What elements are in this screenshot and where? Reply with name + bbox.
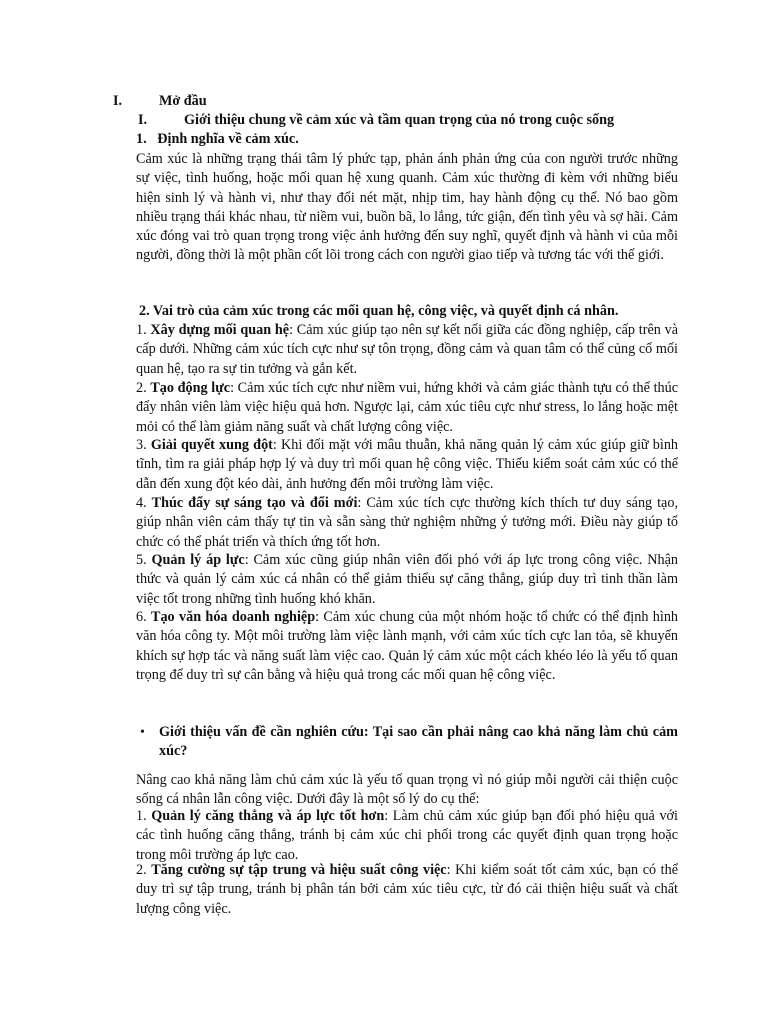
- role-item-text: : Khi đối mặt với mâu thuẫn, khả năng quản lý cảm xúc giúp giữ bình tĩnh, tìm ra giải pháp hợp lý và duy trì mối quan hệ công việc. Thiếu kiểm soát cảm xúc có thể dẫn đến xung đột kéo dài, ảnh hưởng đến môi trường làm việc.: [136, 437, 679, 492]
- research-question: Giới thiệu vấn đề cần nghiên cứu: Tại sao cần phải nâng cao khả năng làm chủ cảm xúc?: [159, 724, 678, 760]
- role-item-3: [136, 436, 678, 494]
- role-item-title: Xây dựng mối quan hệ: [150, 322, 290, 338]
- role-item-text: : Cảm xúc giúp tạo nên sự kết nối giữa các đồng nghiệp, cấp trên và cấp dưới. Những cảm xúc tích cực như sự tôn trọng, đồng cảm và quan tâm có thể củng cố mối quan hệ, tạo ra sự tin tưởng và gắn kết.: [136, 322, 678, 377]
- main-heading-number: I.: [113, 93, 123, 109]
- reason-item-number: 2.: [136, 862, 152, 878]
- role-item-title: Tạo động lực: [150, 380, 231, 396]
- role-item-title: Giải quyết xung đột: [150, 437, 273, 453]
- role-item-2: [136, 379, 678, 437]
- reason-item-number: 1.: [136, 808, 152, 824]
- intro-paragraph: Nâng cao khả năng làm chủ cảm xúc là yếu tố quan trọng vì nó giúp mỗi người cải thiện cuộc sống cá nhân lẫn công việc. Dưới đây là một số lý do cụ thể:: [136, 772, 678, 808]
- role-heading: 2. Vai trò của cảm xúc trong các mối quan hệ, công việc, và quyết định cá nhân.: [139, 303, 619, 319]
- sub-heading-title: Giới thiệu chung về cảm xúc và tầm quan trọng của nó trong cuộc sống: [184, 112, 615, 128]
- role-item-number: 5.: [136, 552, 152, 568]
- role-item-title: Quản lý áp lực: [151, 552, 245, 568]
- reason-item-title: Quản lý căng thẳng và áp lực tốt hơn: [151, 808, 385, 824]
- main-heading-title: Mở đầu: [159, 93, 207, 109]
- role-item-text: : Cảm xúc cũng giúp nhân viên đối phó với áp lực trong công việc. Nhận thức và quản lý cảm xúc cá nhân có thể giảm thiểu sự căng thẳng, giúp duy trì tinh thần làm việc tốt trong những tình huống khó khăn.: [136, 552, 678, 607]
- reason-item-title: Tăng cường sự tập trung và hiệu suất công việc: [151, 862, 447, 878]
- definition-paragraph: Cảm xúc là những trạng thái tâm lý phức tạp, phản ánh phản ứng của con người trước những sự việc, tình huống, hoặc mối quan hệ xung quanh. Cảm xúc thường đi kèm với những biểu hiện sinh lý và hành vi, như thay đổi nét mặt, nhịp tim, hay hành động cụ thể. Nó bao gồm nhiều trạng thái khác nhau, từ niềm vui, buồn bã, lo lắng, tức giận, đến tình yêu và sợ hãi. Cảm xúc đóng vai trò quan trọng trong việc ảnh hưởng đến suy nghĩ, quyết định và hành vi của mỗi người, đồng thời là một phần cốt lõi trong cách con người giao tiếp và tương tác với thế giới.: [136, 151, 678, 264]
- reason-item-text: : Làm chủ cảm xúc giúp bạn đối phó hiệu quả với các tình huống căng thẳng, tránh bị cảm xúc chi phối trong các quyết định quan trọng hoặc trong môi trường áp lực cao.: [136, 808, 678, 863]
- role-item-number: 3.: [136, 437, 151, 453]
- definition-heading: 1. Định nghĩa về cảm xúc.: [136, 131, 299, 147]
- role-item-4: [136, 494, 678, 552]
- role-item-text: : Cảm xúc chung của một nhóm hoặc tổ chức có thể định hình văn hóa công ty. Một môi trường làm việc lành mạnh, với cảm xúc tích cực lan tỏa, sẽ khuyến khích sự hợp tác và năng suất làm việc cao. Quản lý cảm xúc một cách khéo léo là yếu tố quan trọng để duy trì sự cân bằng và hiệu quả trong các mối quan hệ công việc.: [136, 609, 679, 683]
- reason-item-1: [136, 807, 678, 865]
- reason-item-text: : Khi kiểm soát tốt cảm xúc, bạn có thể duy trì sự tập trung, tránh bị phân tán bởi cảm xúc tiêu cực, từ đó cải thiện hiệu suất và chất lượng công việc.: [136, 862, 679, 917]
- role-item-number: 1.: [136, 322, 151, 338]
- role-item-number: 4.: [136, 495, 152, 511]
- role-item-text: : Cảm xúc tích cực như niềm vui, hứng khởi và cảm giác thành tựu có thể thúc đẩy nhân viên làm việc hiệu quả hơn. Ngược lại, cảm xúc tiêu cực như stress, lo lắng hoặc mệt mỏi có thể làm giảm năng suất và chất lượng công việc.: [136, 380, 678, 435]
- role-item-5: [136, 551, 678, 609]
- role-item-number: 2.: [136, 380, 151, 396]
- role-item-1: [136, 321, 678, 379]
- role-item-6: [136, 608, 678, 685]
- sub-heading-number: I.: [138, 112, 148, 128]
- role-item-title: Tạo văn hóa doanh nghiệp: [151, 609, 316, 625]
- role-item-text: : Cảm xúc tích cực thường kích thích tư duy sáng tạo, giúp nhân viên cảm thấy tự tin và sẵn sàng thử nghiệm những ý tưởng mới. Điều này giúp tổ chức có thể phát triển và thích ứng tốt hơn.: [136, 495, 678, 550]
- role-item-number: 6.: [136, 609, 151, 625]
- bullet-icon: •: [140, 725, 145, 740]
- role-item-title: Thúc đẩy sự sáng tạo và đổi mới: [151, 495, 358, 511]
- reason-item-2: [136, 861, 678, 919]
